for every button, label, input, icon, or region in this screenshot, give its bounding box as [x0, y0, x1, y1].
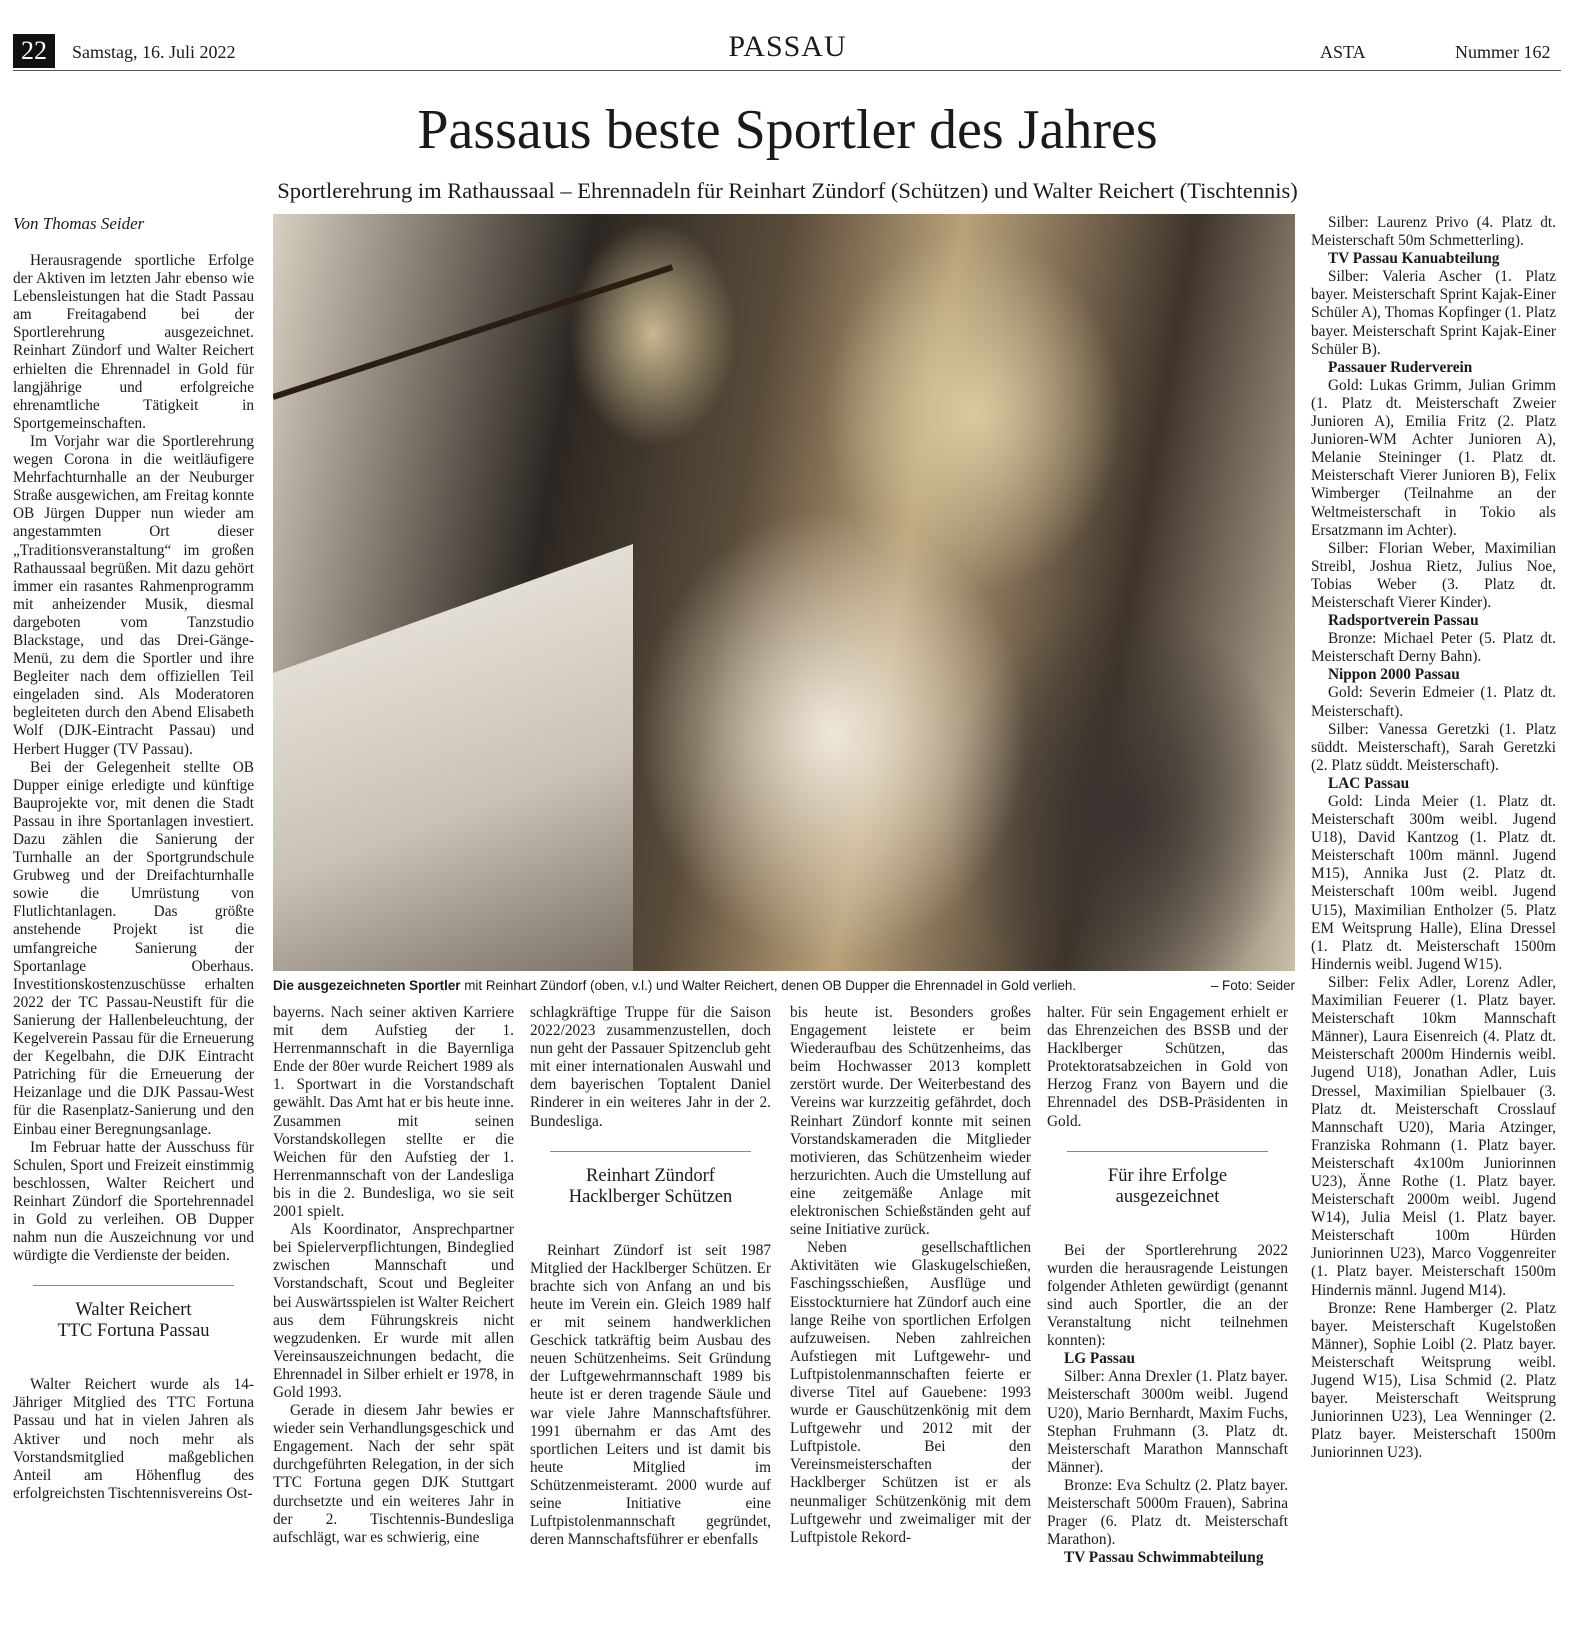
paragraph: Bei der Gelegenheit stellte OB Dupper einige erledigte und künftige Bauprojekte vor, mit denen die Stadt Passau in ihre Sportanlagen investiert. Dazu zählen die Sanierung der Turnhalle an der Sportgrundschule Grubweg und der Dreifachturnhalle sowie die Umrüstung von Flutlichtanlagen. Das größte anstehende Projekt ist die umfangreiche Sanierung der Sportanlage Oberhaus. Investitionskostenzuschüsse erhalten 2022 der TC Passau-Neustift für die Sanierung der Hallenbeleuchtung, der Kegelverein Passau für die Erneuerung der Kegelbahn, die DJK Eintracht Patriching für die Erneuerung der Heizanlage und die DJK Passau-West für die Rasenplatz-Sanierung und den Einbau einer Beregnungsanlage. [13, 758, 254, 1138]
page-number: 22 [13, 34, 55, 68]
paragraph: halter. Für sein Engagement erhielt er das Ehrenzeichen des BSSB und der Hacklberger Schützen, das Protektoratsabzeichen in Gold von Herzog Franz von Bayern und die Ehrennadel des DSB-Präsidenten in Gold. [1047, 1004, 1288, 1130]
header-divider [13, 70, 1561, 71]
paragraph: Bronze: Eva Schultz (2. Platz bayer. Meisterschaft 5000m Frauen), Sabrina Prager (6. Platz dt. Meisterschaft Marathon). [1047, 1476, 1288, 1549]
caption-lead: Die ausgezeichneten Sportler [273, 978, 461, 993]
photo-caption [273, 978, 1295, 993]
paragraph: Silber: Anna Drexler (1. Platz bayer. Meisterschaft 3000m weibl. Jugend U20), Mario Bernhardt, Maxim Fuchs, Stephan Fruhmann (3. Platz dt. Meisterschaft Marathon Mannschaft Männer). [1047, 1368, 1288, 1476]
group-photo [273, 214, 1295, 971]
paragraph: Gold: Severin Edmeier (1. Platz dt. Meisterschaft). [1311, 684, 1556, 720]
paragraph: Bronze: Michael Peter (5. Platz dt. Meisterschaft Derny Bahn). [1311, 630, 1556, 666]
subheading-line: Für ihre Erfolge [1107, 1165, 1228, 1186]
subheading-line: Reinhart Zündorf [586, 1165, 715, 1186]
paragraph: Gerade in diesem Jahr bewies er wieder sein Verhandlungsgeschick und Engagement. Nach der sehr spät durchgeführten Relegation, in der sich TTC Fortuna gegen DJK Stuttgart durchsetzte und ein weiteres Jahr in der 2. Tischtennis-Bundesliga aufschlägt, war es schwierig, eine [273, 1402, 514, 1546]
paragraph: Neben gesellschaftlichen Aktivitäten wie Glaskugelschießen, Faschingsschießen, Ausflüge und Eisstockturniere hat Zündorf auch eine lange Reihe von sportlichen Erfolgen aufzuweisen. Neben zahlreichen Aufstiegen mit Luftgewehr- und Luftpistolenmannschaften feierte er diverse Titel auf Gauebene: 1993 wurde er Gauschützenkönig mit dem Luftgewehr und 2012 mit der Luftpistole. Bei den Vereinsmeisterschaften der Hacklberger Schützen ist er als neunmaliger Schützenkönig mit dem Luftgewehr und zweimaliger mit der Luftpistole Rekord- [790, 1239, 1031, 1546]
club-heading: Passauer Ruderverein [1328, 358, 1473, 376]
caption-text: mit Reinhart Zündorf (oben, v.l.) und Walter Reichert, denen OB Dupper die Ehrennadel in Gold verlieh. [460, 978, 1077, 993]
paragraph: Silber: Florian Weber, Maximilian Streibl, Joshua Rietz, Julius Noe, Tobias Weber (3. Platz dt. Meisterschaft Vierer Kinder). [1311, 539, 1556, 611]
photo-handrail [273, 264, 673, 399]
article-column-1 [13, 252, 254, 1503]
paragraph: Silber: Valeria Ascher (1. Platz bayer. Meisterschaft Sprint Kajak-Einer Schüler A), Thomas Kopfinger (1. Platz bayer. Meisterschaft Sprint Kajak-Einer Schüler B). [1311, 268, 1556, 358]
article-column-4 [790, 1004, 1031, 1547]
paragraph: Reinhart Zündorf ist seit 1987 Mitglied der Hacklberger Schützen. Er brachte sich von Anfang an und bis heute im Verein ein. Gleich 1989 half er mit seinem handwerklichen Geschick tatkräftig beim Ausbau des neuen Schützenheims. Seit Gründung der Luftgewehrmannschaft 1989 bis heute ist er deren tragende Säule und war viele Jahre Mannschaftsführer. 1991 übernahm er das Amt des sportlichen Leiters und ist damit bis heute Mitglied im Schützenmeisteramt. 2000 wurde auf seine Initiative eine Luftpistolenmannschaft gegründet, deren Mannschaftsführer er ebenfalls [530, 1241, 771, 1549]
paragraph: bayerns. Nach seiner aktiven Karriere mit dem Aufstieg der 1. Herrenmannschaft in die Bayernliga Ende der 80er wurde Reichert 1989 als 1. Sportwart in die Vorstandschaft gewählt. Das Amt hat er bis heute inne. Zusammen mit seinen Vorstandskollegen stellte er die Weichen für den Aufstieg der 1. Herrenmannschaft von der Landesliga bis in die 2. Bundesliga, wo sie seit 2001 spielt. [273, 1004, 514, 1221]
paragraph: Gold: Lukas Grimm, Julian Grimm (1. Platz dt. Meisterschaft Zweier Junioren A), Emilia Fritz (2. Platz Junioren-WM Achter Junioren A), Melanie Steininger (1. Platz dt. Meisterschaft Vierer Junioren B), Felix Wimberger (Teilnahme an der Weltmeisterschaft in Tokio als Ersatzmann im Achter). [1311, 376, 1556, 539]
photo-credit: – Foto: Seider [1210, 978, 1295, 993]
club-heading: LG Passau [1064, 1350, 1135, 1368]
article-column-2 [273, 1004, 514, 1547]
paragraph: Als Koordinator, Ansprechpartner bei Spielerverpflichtungen, Bindeglied zwischen Mannschaft und Vorstandschaft, Scout und Begleiter bei Auswärtsspielen ist Walter Reichert aus dem Führungskreis nicht wegzudenken. Er wurde mit allen Vereinsauszeichnungen bedacht, die Ehrennadel in Silber erhielt er 1978, in Gold 1993. [273, 1221, 514, 1401]
section-name: PASSAU [728, 30, 847, 63]
issue-number: Nummer 162 [1455, 42, 1551, 62]
club-heading: LAC Passau [1328, 774, 1410, 792]
paragraph: Silber: Vanessa Geretzki (1. Platz süddt. Meisterschaft), Sarah Geretzki (2. Platz süddt. Meisterschaft). [1311, 720, 1556, 774]
paragraph: Bei der Sportlerehrung 2022 wurden die herausragende Leistungen folgender Athleten gewürdigt (genannt sind auch Sportler, die an der Veranstaltung nicht teilnehmen konnten): [1047, 1241, 1288, 1350]
photo-staircase [273, 544, 633, 971]
paragraph: Silber: Felix Adler, Lorenz Adler, Maximilian Feuerer (1. Platz bayer. Meisterschaft 10km Mannschaft Männer), Laura Eisenreich (4. Platz dt. Meisterschaft 2000m Hindernis weibl. Jugend U18), Jonathan Adler, Luis Dressel, Maximilian Spielbauer (3. Platz dt. Meisterschaft Crosslauf Mannschaft U20), Maria Atzinger, Franziska Rohmann (1. Platz bayer. Meisterschaft 4x100m Juniorinnen U23), Änne Rothe (1. Platz bayer. Meisterschaft 2000m weibl. Jugend W14), Julia Meisl (1. Platz bayer. Meisterschaft 100m Hürden Juniorinnen U23), Marco Voggenreiter (1. Platz bayer. Meisterschaft 1500m Hindernis männl. Jugend M14). [1311, 973, 1556, 1299]
paragraph: Im Vorjahr war die Sportlerehrung wegen Corona in die weitläufigere Mehrfachturnhalle an der Neuburger Straße ausgewichen, am Freitag konnte OB Jürgen Dupper nun wieder am angestammten Ort dieser „Traditionsveranstaltung“ im großen Rathaussaal begrüßen. Mit dazu gehört immer ein rasantes Rahmenprogramm mit anheizender Musik, diesmal dargeboten vom Tanzstudio Blackstage, und das Drei-Gänge-Menü, zu dem die Sportler und ihre Begleiter nach dem offiziellen Teil eingeladen sind. Als Moderatoren begleiteten durch den Abend Elisabeth Wolf (DJK-Eintracht Passau) und Herbert Hugger (TV Passau). [13, 432, 254, 758]
paragraph: Walter Reichert wurde als 14-Jähriger Mitglied des TTC Fortuna Passau und hat in vielen Jahren als Aktiver und noch mehr als Vorstandsmitglied maßgeblichen Anteil am Höhenflug des erfolgreichsten Tischtennisvereins Ost- [13, 1376, 254, 1502]
paragraph: Silber: Laurenz Privo (4. Platz dt. Meisterschaft 50m Schmetterling). [1311, 214, 1556, 250]
headline: Passaus beste Sportler des Jahres [417, 99, 1158, 161]
subheading-line: Hacklberger Schützen [568, 1186, 733, 1207]
paragraph: Gold: Linda Meier (1. Platz dt. Meisterschaft 300m weibl. Jugend U18), David Kantzog (1. Platz dt. Meisterschaft 100m männl. Jugend M15), Annika Just (2. Platz dt. Meisterschaft 100m weibl. Jugend U15), Maximilian Entholzer (5. Platz EM Weitsprung Halle), Elina Dressel (1. Platz dt. Meisterschaft 1500m Hindernis weibl. Jugend W15). [1311, 793, 1556, 973]
section-subheading [1067, 1151, 1268, 1208]
article-column-5 [1047, 1004, 1288, 1567]
subheadline: Sportlerehrung im Rathaussaal – Ehrennadeln für Reinhart Zündorf (Schützen) und Walter Reichert (Tischtennis) [277, 178, 1298, 203]
paragraph: Im Februar hatte der Ausschuss für Schulen, Sport und Freizeit einstimmig beschlossen, Walter Reichert und Reinhart Zündorf die Sportehrennadel in Gold zu verleihen. OB Dupper nahm nun die Auszeichnung vor und würdigte die Verdienste der beiden. [13, 1138, 254, 1265]
section-subheading [33, 1285, 234, 1342]
article-column-3 [530, 1004, 771, 1549]
paragraph: Bronze: Rene Hamberger (2. Platz bayer. Meisterschaft Kugelstoßen Männer), Sophie Loibl (2. Platz bayer. Meisterschaft Weitsprung weibl. Jugend W15), Lisa Schmid (2. Platz bayer. Meisterschaft Weitsprung Juniorinnen U23), Lea Wenninger (2. Platz bayer. Meisterschaft 1500m Juniorinnen U23). [1311, 1299, 1556, 1462]
subheading-line: Walter Reichert [75, 1300, 192, 1321]
paragraph: schlagkräftige Truppe für die Saison 2022/2023 zusammenzustellen, doch nun geht der Passauer Spitzenclub geht mit einer internationalen Auswahl und dem bayerischen Toptalent Daniel Rinderer in ein weiteres Jahr in der 2. Bundesliga. [530, 1004, 771, 1130]
article-column-6 [1311, 214, 1556, 1462]
paragraph: bis heute ist. Besonders großes Engagement leistete er beim Wiederaufbau des Schützenheims, das beim Hochwasser 2013 komplett zerstört wurde. Der Weiterbestand des Vereins war kurzzeitig gefährdet, doch Reinhart Zündorf konnte mit seinen Vorstandskameraden die Mitglieder motivieren, das Schützenheim wieder herzurichten. Auch die Umstellung auf eine zeitgemäße Anlage mit elektronischen Schießständen geht auf seine Initiative zurück. [790, 1004, 1031, 1239]
section-subheading [550, 1151, 751, 1208]
club-heading: TV Passau Schwimmabteilung [1064, 1549, 1264, 1567]
subheading-line: TTC Fortuna Passau [57, 1321, 210, 1342]
byline: Von Thomas Seider [13, 214, 145, 233]
club-heading: Nippon 2000 Passau [1328, 666, 1460, 684]
edition-label: ASTA [1320, 42, 1366, 62]
club-heading: TV Passau Kanuabteilung [1328, 250, 1500, 268]
subheading-line: ausgezeichnet [1115, 1186, 1220, 1207]
paragraph: Herausragende sportliche Erfolge der Aktiven im letzten Jahr ebenso wie Lebensleistungen hat die Stadt Passau am Freitagabend bei der Sportlerehrung ausgezeichnet. Reinhart Zündorf und Walter Reichert erhielten die Ehrennadel in Gold für langjährige und erfolgreiche ehrenamtliche Tätigkeit in Sportgemeinschaften. [13, 252, 254, 432]
club-heading: Radsportverein Passau [1328, 612, 1479, 630]
issue-date: Samstag, 16. Juli 2022 [72, 42, 236, 62]
